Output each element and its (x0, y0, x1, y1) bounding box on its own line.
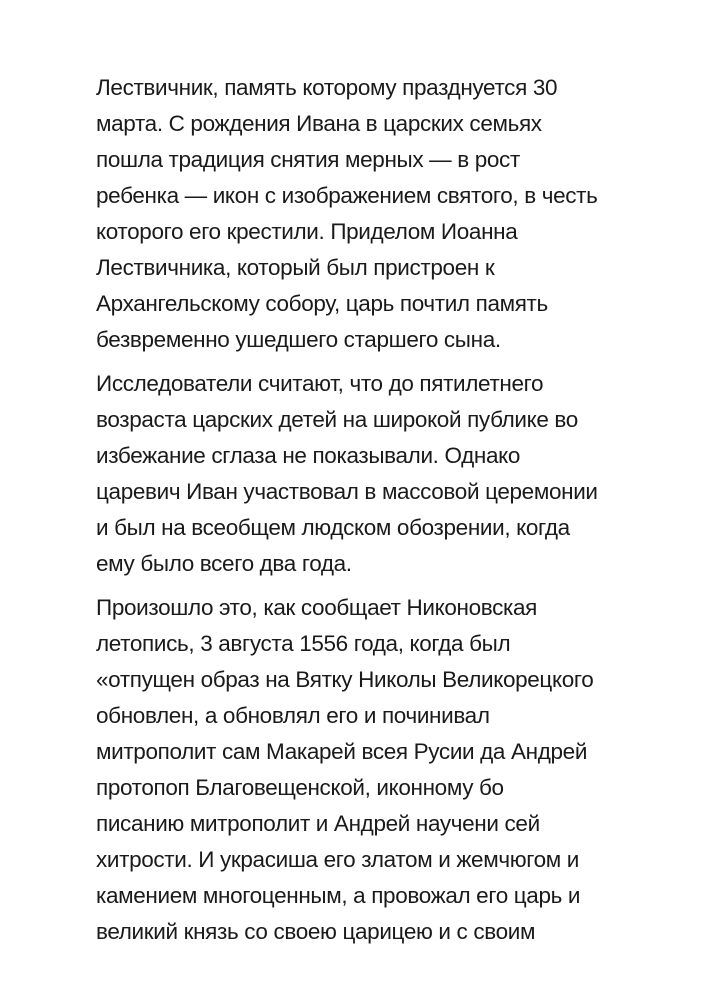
paragraph-3 (96, 590, 696, 950)
text-line: возраста царских детей на широкой публике во (96, 407, 578, 432)
text-line: Произошло это, как сообщает Никоновская (96, 595, 538, 620)
text-line: ребенка — икон с изображением святого, в честь (96, 183, 598, 208)
text-line: марта. С рождения Ивана в царских семьях (96, 111, 542, 136)
text-line: летопись, 3 августа 1556 года, когда был (96, 631, 511, 656)
text-line: великий князь со своею царицею и с своим (96, 919, 536, 944)
text-line: обновлен, а обновлял его и починивал (96, 703, 490, 728)
text-line: хитрости. И украсиша его златом и жемчюгом и (96, 847, 580, 872)
document-page (96, 70, 696, 958)
text-line: и был на всеобщем людском обозрении, когда (96, 515, 570, 540)
text-line: Архангельскому собору, царь почтил память (96, 291, 548, 316)
text-line: «отпущен образ на Вятку Николы Великорецкого (96, 667, 594, 692)
text-line: камением многоценным, а провожал его царь и (96, 883, 581, 908)
text-line: которого его крестили. Приделом Иоанна (96, 219, 518, 244)
text-line: протопоп Благовещенской, иконному бо (96, 775, 504, 800)
text-line: ему было всего два года. (96, 551, 352, 576)
text-line: царевич Иван участвовал в массовой церемонии (96, 479, 598, 504)
text-line: пошла традиция снятия мерных — в рост (96, 147, 520, 172)
text-line: Лествичника, который был пристроен к (96, 255, 495, 280)
paragraph-2 (96, 366, 696, 582)
text-line: митрополит сам Макарей всея Русии да Андрей (96, 739, 588, 764)
text-line: Исследователи считают, что до пятилетнего (96, 371, 544, 396)
text-line: Лествичник, память которому празднуется 30 (96, 75, 558, 100)
text-line: писанию митрополит и Андрей научени сей (96, 811, 540, 836)
text-line: безвременно ушедшего старшего сына. (96, 327, 501, 352)
text-line: избежание сглаза не показывали. Однако (96, 443, 521, 468)
paragraph-1 (96, 70, 696, 358)
